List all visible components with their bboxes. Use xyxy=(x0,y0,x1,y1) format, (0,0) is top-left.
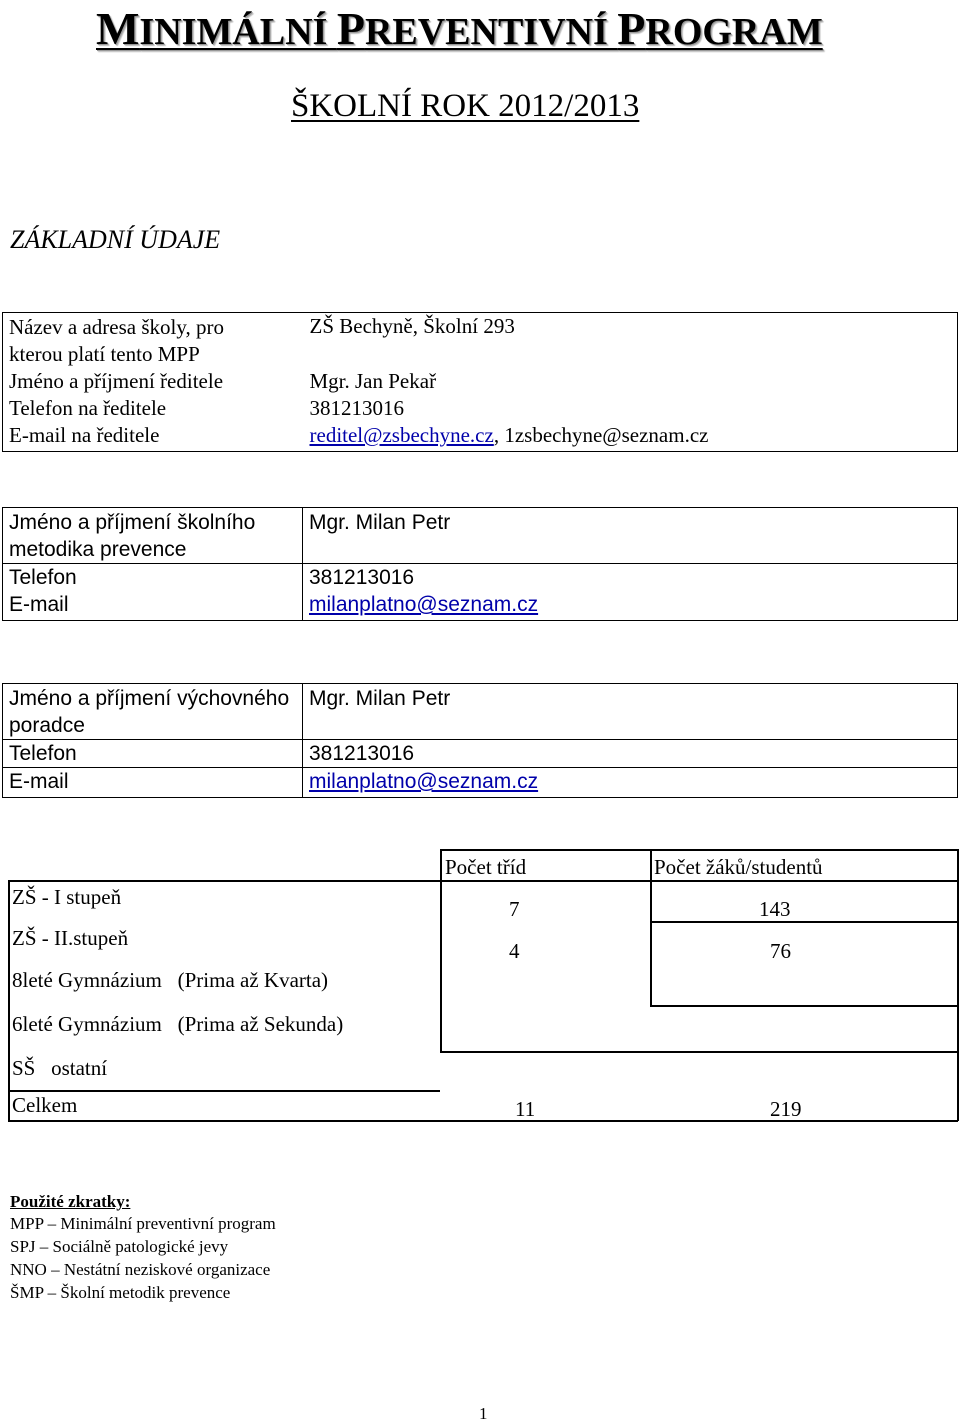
page-number: 1 xyxy=(479,1404,488,1423)
abbreviation-item: MPP – Minimální preventivní program xyxy=(10,1214,276,1233)
director-value: Mgr. Jan Pekař xyxy=(309,369,437,393)
methodist-name-value: Mgr. Milan Petr xyxy=(303,508,958,564)
stats-row4-line xyxy=(440,1051,958,1053)
stats-row3-line xyxy=(650,1005,958,1007)
stats-col1-line xyxy=(440,849,442,1052)
row-label: ZŠ - I stupeň xyxy=(12,885,122,909)
counselor-email-label: E-mail xyxy=(3,768,303,798)
row-classes: 7 xyxy=(509,897,520,921)
stats-bottom-line xyxy=(8,1120,958,1122)
methodist-email-value xyxy=(303,591,958,621)
row-students: 76 xyxy=(770,939,791,963)
header-class-count: Počet tříd xyxy=(445,855,527,879)
methodist-email-label: E-mail xyxy=(9,593,69,616)
methodist-email-link[interactable]: milanplatno@seznam.cz xyxy=(309,593,539,616)
school-name-label-line1: Název a adresa školy, pro xyxy=(9,315,224,339)
methodist-phone-label: Telefon xyxy=(3,564,303,592)
document-title: MINIMÁLNÍ PREVENTIVNÍ PROGRAM xyxy=(96,3,823,54)
section-heading: ZÁKLADNÍ ÚDAJE xyxy=(10,225,221,254)
row-label: SŠ ostatní xyxy=(12,1056,108,1080)
director-email-link[interactable]: reditel@zsbechyne.cz xyxy=(309,423,494,447)
methodist-phone-value: 381213016 xyxy=(303,564,958,592)
stats-left-line xyxy=(8,880,10,1121)
row-label: ZŠ - II.stupeň xyxy=(12,926,129,950)
director-phone-label: Telefon na ředitele xyxy=(9,396,167,420)
header-student-count: Počet žáků/studentů xyxy=(654,855,823,879)
total-label: Celkem xyxy=(12,1093,78,1117)
row-students: 143 xyxy=(759,897,791,921)
school-name-value: ZŠ Bechyně, Školní 293 xyxy=(309,314,515,338)
row-classes: 4 xyxy=(509,939,520,963)
total-classes: 11 xyxy=(515,1097,536,1121)
methodist-name-label-line2: metodika prevence xyxy=(9,538,187,561)
counselor-name-label xyxy=(3,684,303,740)
counselor-email-value xyxy=(303,768,958,798)
stats-top-line xyxy=(440,849,958,851)
abbreviations-heading: Použité zkratky: xyxy=(10,1192,131,1211)
methodist-table xyxy=(2,507,958,621)
counselor-name-value: Mgr. Milan Petr xyxy=(303,684,958,740)
school-name-label xyxy=(3,313,298,369)
row-label: 8leté Gymnázium (Prima až Kvarta) xyxy=(12,968,329,992)
counselor-phone-value: 381213016 xyxy=(303,740,958,768)
stats-header-bottom-line xyxy=(8,880,958,882)
school-info-table xyxy=(2,312,958,452)
counselor-email-link[interactable]: milanplatno@seznam.cz xyxy=(309,770,539,793)
abbreviation-item: ŠMP – Školní metodik prevence xyxy=(10,1283,231,1302)
director-phone-value: 381213016 xyxy=(309,396,404,420)
counselor-phone-label: Telefon xyxy=(3,740,303,768)
counselor-name-label-line1: Jméno a příjmení výchovného xyxy=(9,687,290,710)
counselor-table xyxy=(2,683,958,798)
school-year-heading: ŠKOLNÍ ROK 2012/2013 xyxy=(291,88,640,124)
director-email-value xyxy=(298,422,958,452)
methodist-name-label-line1: Jméno a příjmení školního xyxy=(9,511,256,534)
director-label: Jméno a příjmení ředitele xyxy=(9,369,224,393)
school-email: 1zsbechyne@seznam.cz xyxy=(504,423,709,447)
methodist-name-label xyxy=(3,508,303,564)
stats-right-line xyxy=(957,849,959,1121)
total-students: 219 xyxy=(770,1097,802,1121)
email-separator: , xyxy=(493,423,505,447)
abbreviation-item: SPJ – Sociálně patologické jevy xyxy=(10,1237,229,1256)
director-email-label: E-mail na ředitele xyxy=(9,423,160,447)
row-label: 6leté Gymnázium (Prima až Sekunda) xyxy=(12,1012,344,1036)
counselor-name-label-line2: poradce xyxy=(9,714,85,737)
school-name-label-line2: kterou platí tento MPP xyxy=(9,342,200,366)
abbreviation-item: NNO – Nestátní neziskové organizace xyxy=(10,1260,271,1279)
stats-col2-line xyxy=(650,849,652,1006)
stats-row1-line xyxy=(650,921,958,923)
